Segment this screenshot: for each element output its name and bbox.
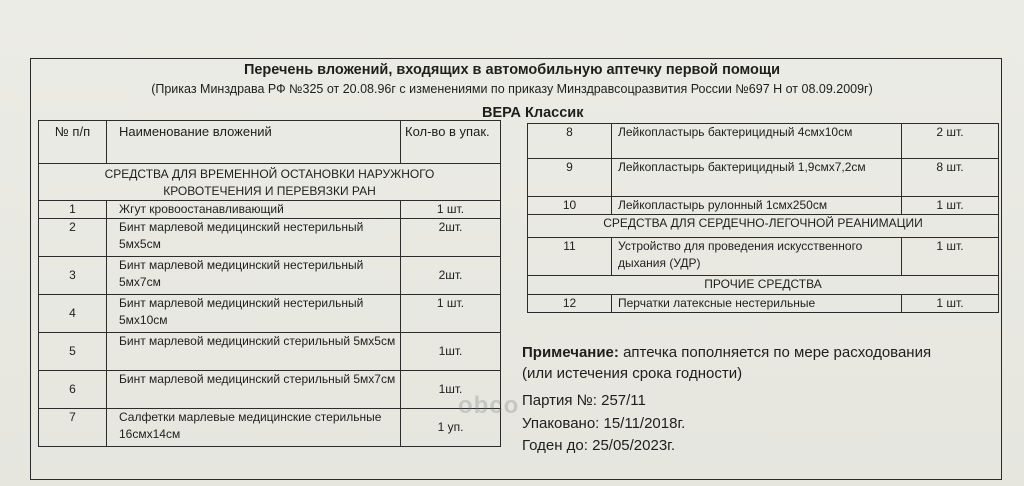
row-number: 5 <box>39 333 107 371</box>
row-name: Лейкопластырь рулонный 1смх250см <box>612 197 902 215</box>
row-number: 6 <box>39 371 107 409</box>
row-number: 7 <box>39 409 107 447</box>
row-quantity: 1 шт. <box>902 295 999 313</box>
row-quantity: 2шт. <box>401 257 501 295</box>
contents-table-left <box>38 120 501 447</box>
watermark-logo: obco <box>458 392 520 419</box>
row-name: Бинт марлевой медицинский стерильный 5мх5см <box>107 333 401 371</box>
batch-number: Партия №: 257/11 <box>522 392 646 409</box>
note <box>522 342 952 384</box>
row-quantity: 1 шт. <box>401 201 501 219</box>
document-subtitle: (Приказ Минздрава РФ №325 от 20.08.96г с изменениями по приказу Минздравсоцразвития России №697 Н от 08.09.2009г) <box>151 82 873 96</box>
header-name: Наименование вложений <box>107 121 401 164</box>
row-name: Бинт марлевой медицинский стерильный 5мх7см <box>107 371 401 409</box>
row-number: 11 <box>528 238 612 276</box>
row-name: Лейкопластырь бактерицидный 4смх10см <box>612 124 902 159</box>
row-number: 3 <box>39 257 107 295</box>
row-quantity: 1 шт. <box>902 197 999 215</box>
table-row <box>528 197 999 215</box>
table-row <box>39 409 501 447</box>
table-row <box>528 238 999 276</box>
row-number: 10 <box>528 197 612 215</box>
row-name: Жгут кровоостанавливающий <box>107 201 401 219</box>
section-row <box>528 276 999 295</box>
row-name: Бинт марлевой медицинский нестерильный 5мх10см <box>107 295 401 333</box>
row-number: 9 <box>528 159 612 197</box>
section-row <box>39 164 501 201</box>
row-name: Перчатки латексные нестерильные <box>612 295 902 313</box>
section-row <box>528 215 999 238</box>
expiry-date: Годен до: 25/05/2023г. <box>522 437 675 454</box>
table-row <box>39 333 501 371</box>
row-quantity: 1шт. <box>401 371 501 409</box>
row-number: 12 <box>528 295 612 313</box>
header-number: № п/п <box>39 121 107 164</box>
row-number: 8 <box>528 124 612 159</box>
document-title: Перечень вложений, входящих в автомобильную аптечку первой помощи <box>243 62 781 78</box>
table-row <box>39 201 501 219</box>
row-number: 1 <box>39 201 107 219</box>
table-row <box>528 295 999 313</box>
table-row <box>39 257 501 295</box>
row-number: 2 <box>39 219 107 257</box>
section-other: ПРОЧИЕ СРЕДСТВА <box>528 276 999 295</box>
packed-date: Упаковано: 15/11/2018г. <box>522 415 686 432</box>
row-name: Салфетки марлевые медицинские стерильные 16смх14см <box>107 409 401 447</box>
row-quantity: 1 уп. <box>401 409 501 447</box>
row-quantity: 2 шт. <box>902 124 999 159</box>
section-resuscitation: СРЕДСТВА ДЛЯ СЕРДЕЧНО-ЛЕГОЧНОЙ РЕАНИМАЦИИ <box>528 215 999 238</box>
table-row <box>39 219 501 257</box>
row-quantity: 2шт. <box>401 219 501 257</box>
note-label: Примечание: <box>522 344 619 361</box>
row-quantity: 1 шт. <box>401 295 501 333</box>
section-bleeding: СРЕДСТВА ДЛЯ ВРЕМЕННОЙ ОСТАНОВКИ НАРУЖНОГО КРОВОТЕЧЕНИЯ И ПЕРЕВЯЗКИ РАН <box>39 164 501 201</box>
row-name: Устройство для проведения искусственного дыхания (УДР) <box>612 238 902 276</box>
row-quantity: 1шт. <box>401 333 501 371</box>
table-row <box>528 159 999 197</box>
row-name: Бинт марлевой медицинский нестерильный 5мх5см <box>107 219 401 257</box>
table-row <box>39 295 501 333</box>
row-name: Лейкопластырь бактерицидный 1,9смх7,2см <box>612 159 902 197</box>
note-text: аптечка пополняется по мере расходования (или истечения срока годности) <box>522 344 932 382</box>
contents-table-right <box>527 123 999 313</box>
table-row <box>39 371 501 409</box>
kit-name: ВЕРА Классик <box>482 105 584 121</box>
header-quantity: Кол-во в упак. <box>401 121 501 164</box>
row-number: 4 <box>39 295 107 333</box>
table-header-row <box>39 121 501 164</box>
row-quantity: 1 шт. <box>902 238 999 276</box>
table-row <box>528 124 999 159</box>
row-name: Бинт марлевой медицинский нестерильный 5мх7см <box>107 257 401 295</box>
row-quantity: 8 шт. <box>902 159 999 197</box>
